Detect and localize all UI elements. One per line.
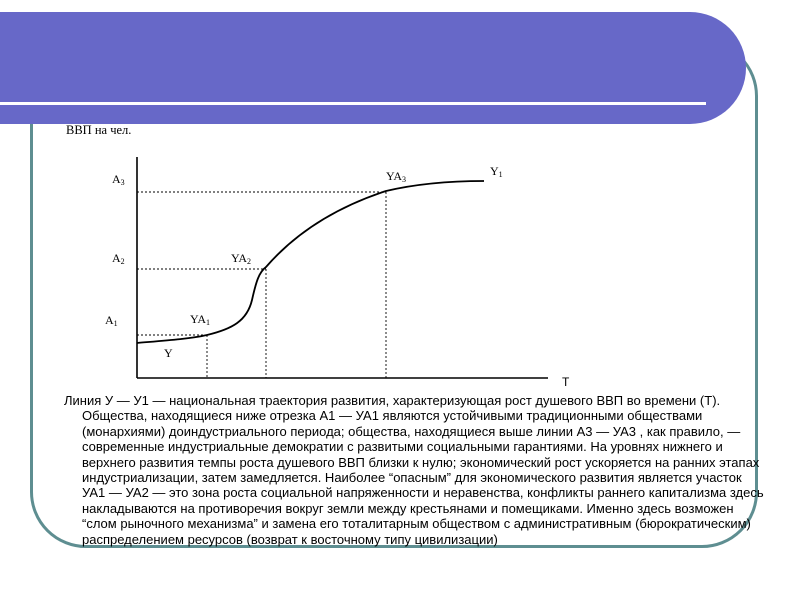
level-a2-label: A2 [112, 251, 125, 266]
level-a1-label: A1 [105, 313, 118, 328]
x-axis-label: T [562, 375, 570, 389]
point-ya1-label: YA1 [190, 312, 211, 327]
point-ya2-label: YA2 [231, 251, 252, 266]
caption-text: Линия У — У1 — национальная траектория развития, характеризующая рост душевого ВВП во времени (Т). Общества, находящиеся ниже отрезка А1 — УА1 являются устойчивыми традиционными обществами (монархиями) доиндустриального периода; общества, находящиеся выше линии А3 — УА3 , как правило, — современные индустриальные демократии с развитыми социальными гарантиями. На уровнях нижнего и верхнего развития темпы роста душевого ВВП близки к нулю; экономический рост ускоряется на ранних этапах индустриализации, затем замедляется. Наиболее “опасным” для экономического развития является участок УА1 — УА2 — это зона роста социальной напряженности и неравенства, конфликты раннего капитализма здесь накладываются на противоречия вокруг земли между крестьянами и помещиками. Именно здесь возможен “слом рыночного механизма” и замена его тоталитарным обществом с административным (бюрократическим) распределением ресурсов (возврат к восточному типу цивилизации) [64, 393, 764, 547]
curve-end-label: Y1 [490, 164, 503, 179]
curve-start-label: Y [164, 346, 173, 360]
level-a3-label: A3 [112, 172, 125, 187]
point-ya3-label: YA3 [386, 169, 407, 184]
y-axis-label: ВВП на чел. [66, 123, 132, 137]
